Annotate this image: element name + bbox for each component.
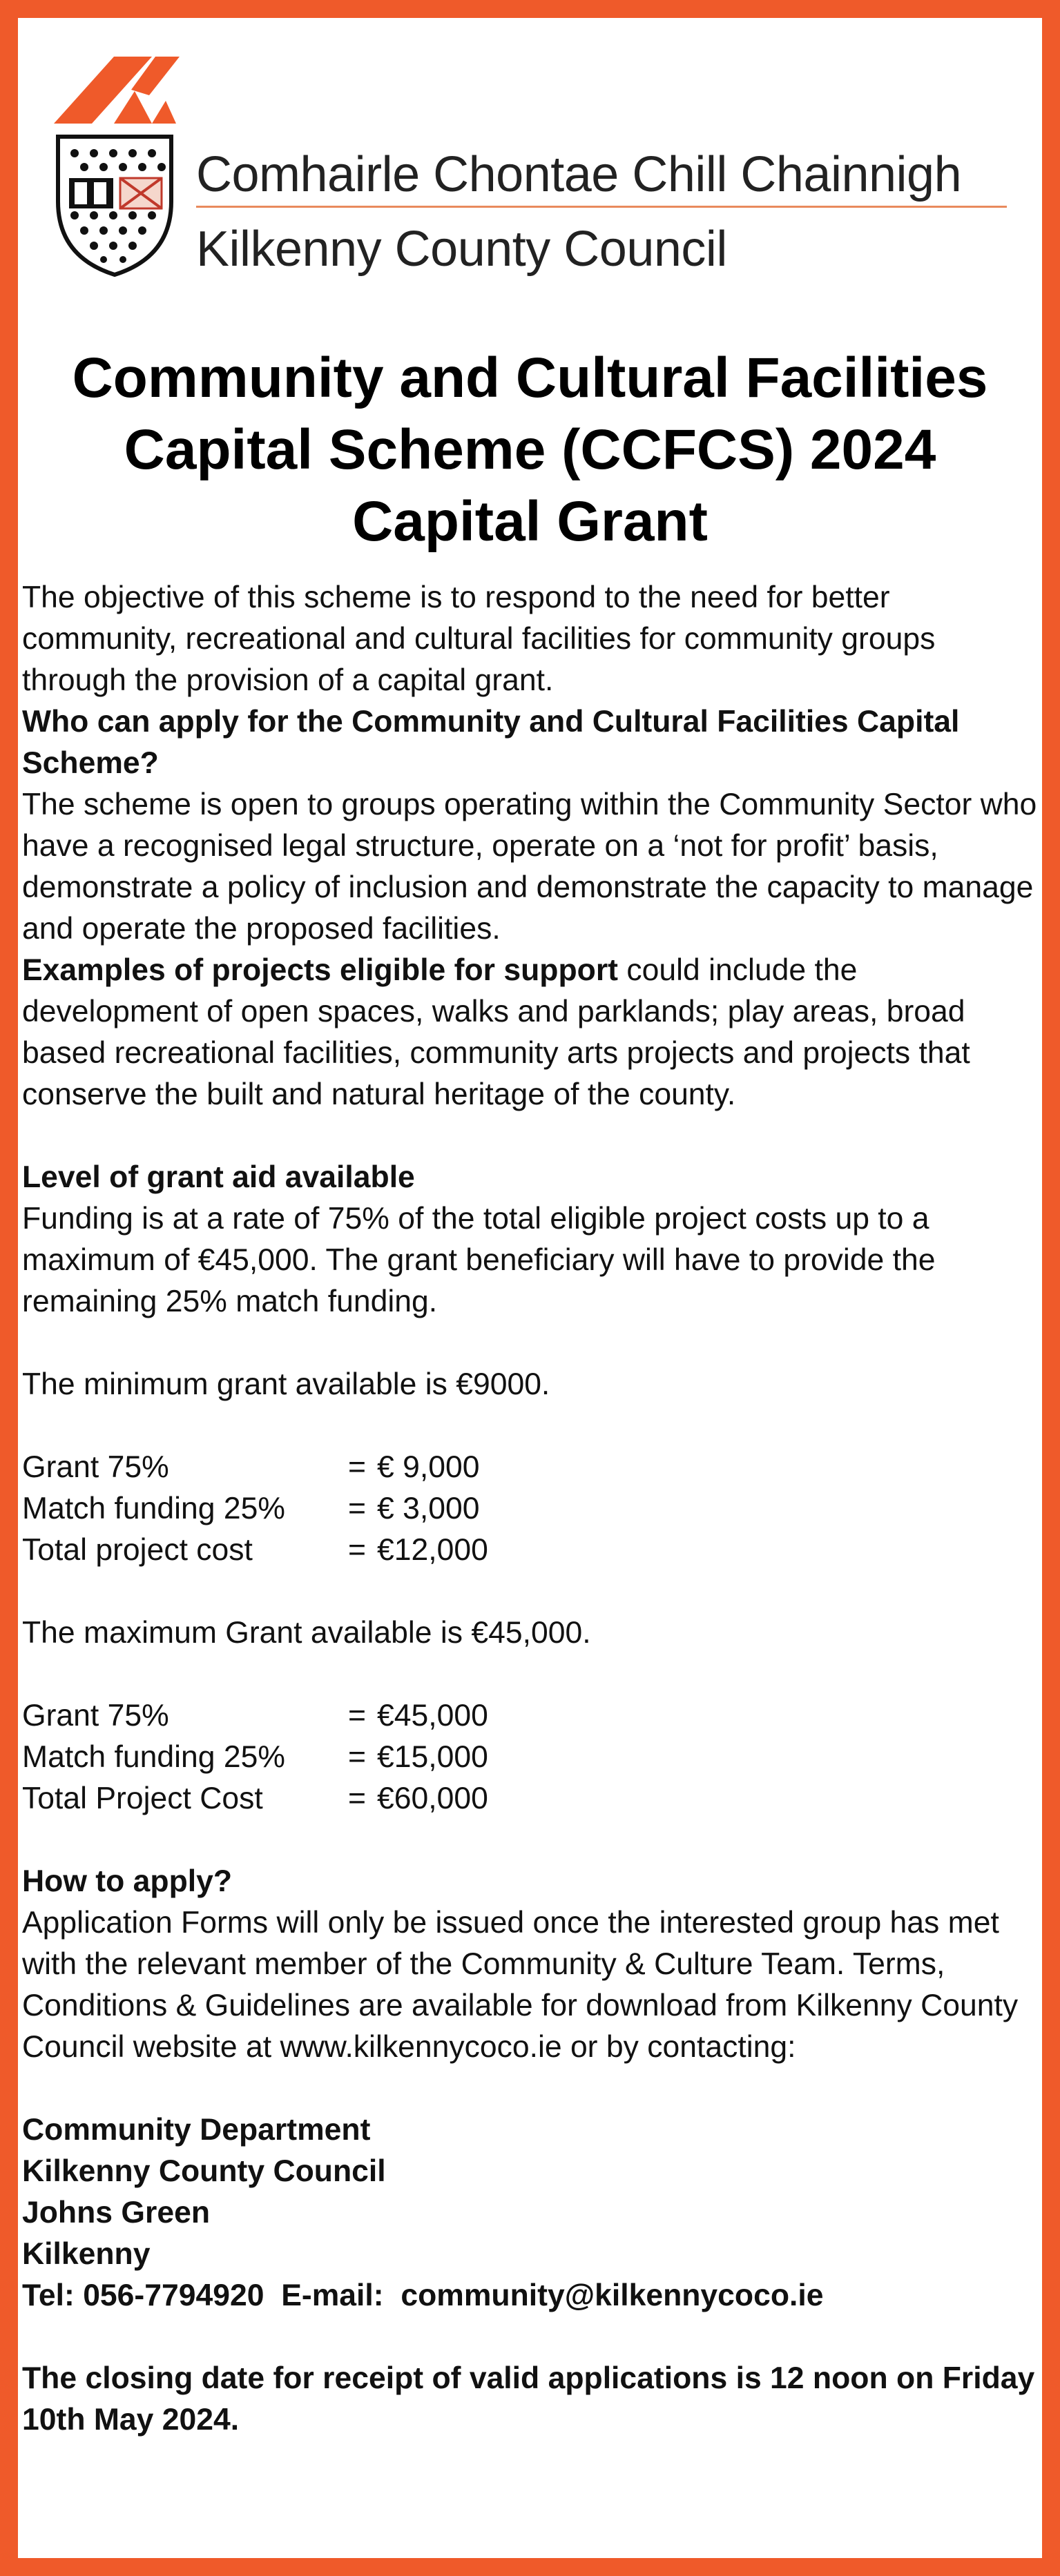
- who-heading: Who can apply for the Community and Cultural Facilities Capital Scheme?: [22, 705, 960, 780]
- table-row: [22, 1737, 488, 1778]
- row-label: Grant 75%: [22, 1699, 169, 1733]
- notice-frame: [18, 18, 1042, 2558]
- level-heading: Level of grant aid available: [22, 1160, 415, 1194]
- header: [18, 18, 1042, 308]
- who-paragraph: The scheme is open to groups operating within the Community Sector who have a recognised legal structure, operate on a ‘not for profit’ basis, demonstrate a policy of inclusion and demonstrate the capacity to manage and operate the proposed facilities.: [22, 788, 1037, 946]
- row-value: €45,000: [377, 1699, 488, 1733]
- examples-text: could include the development of open spaces, walks and parklands; play areas, broad based recreational facilities, community arts projects and projects that conserve the built and natural heritage of the county.: [22, 953, 970, 1111]
- row-value: € 3,000: [377, 1492, 480, 1525]
- council-name-english: Kilkenny County Council: [196, 222, 727, 277]
- contact-department: Community Department: [22, 2113, 371, 2147]
- email-label: E-mail:: [281, 2279, 384, 2312]
- intro-paragraph: The objective of this scheme is to respond to the need for better community, recreational and cultural facilities for community groups through the provision of a capital grant.: [22, 580, 936, 697]
- row-equals: =: [348, 1782, 366, 1815]
- table-row: [22, 1695, 488, 1737]
- row-equals: =: [348, 1533, 366, 1567]
- row-equals: =: [348, 1492, 366, 1525]
- email-address: community@kilkennycoco.ie: [401, 2279, 824, 2312]
- contact-town: Kilkenny: [22, 2237, 151, 2271]
- table-row: [22, 1530, 488, 1571]
- table-row: [22, 1778, 488, 1819]
- title-line-3: Capital Grant: [352, 490, 708, 553]
- row-label: Grant 75%: [22, 1450, 169, 1484]
- kk-logo-icon: [48, 51, 180, 127]
- examples-paragraph: [22, 950, 1037, 1115]
- apply-heading: How to apply?: [22, 1864, 233, 1898]
- min-grant-text: The minimum grant available is €9000.: [22, 1367, 550, 1401]
- tel-label: Tel:: [22, 2279, 75, 2312]
- max-grant-table: [22, 1695, 488, 1819]
- row-equals: =: [348, 1699, 366, 1733]
- crest-icon: [54, 133, 175, 277]
- row-label: Match funding 25%: [22, 1492, 285, 1525]
- contact-street: Johns Green: [22, 2196, 211, 2229]
- table-row: [22, 1447, 488, 1488]
- row-label: Match funding 25%: [22, 1740, 285, 1774]
- contact-council: Kilkenny County Council: [22, 2154, 386, 2188]
- closing-date: The closing date for receipt of valid applications is 12 noon on Friday 10th May 2024.: [22, 2361, 1035, 2437]
- row-value: €15,000: [377, 1740, 488, 1774]
- title-line-1: Community and Cultural Facilities: [72, 347, 988, 409]
- examples-lead: Examples of projects eligible for support: [22, 953, 618, 987]
- table-row: [22, 1488, 488, 1530]
- row-value: €12,000: [377, 1533, 488, 1567]
- min-grant-table: [22, 1447, 488, 1571]
- apply-paragraph: Application Forms will only be issued once the interested group has met with the relevant member of the Community & Culture Team. Terms, Conditions & Guidelines are available for download from Kilkenny County Council website at www.kilkennycoco.ie or by contacting:: [22, 1906, 1019, 2064]
- level-paragraph: Funding is at a rate of 75% of the total eligible project costs up to a maximum of €45,000. The grant beneficiary will have to provide the remaining 25% match funding.: [22, 1202, 936, 1318]
- row-label: Total Project Cost: [22, 1782, 263, 1815]
- max-grant-text: The maximum Grant available is €45,000.: [22, 1616, 591, 1650]
- row-label: Total project cost: [22, 1533, 253, 1567]
- tel-number: 056-7794920: [83, 2279, 264, 2312]
- row-equals: =: [348, 1740, 366, 1774]
- title-line-2: Capital Scheme (CCFCS) 2024: [124, 418, 936, 481]
- row-equals: =: [348, 1450, 366, 1484]
- page-title: [18, 342, 1042, 558]
- header-divider: [196, 206, 1007, 208]
- council-name-irish: Comhairle Chontae Chill Chainnigh: [196, 147, 962, 202]
- notice-body: [22, 577, 1037, 2441]
- contact-line: [22, 2275, 1037, 2316]
- row-value: € 9,000: [377, 1450, 480, 1484]
- row-value: €60,000: [377, 1782, 488, 1815]
